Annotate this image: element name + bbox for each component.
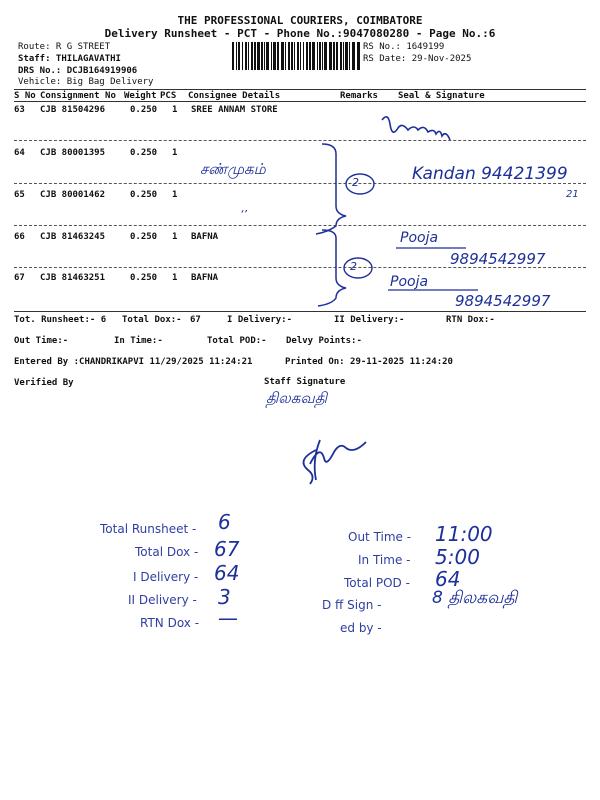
rs-date: RS Date: 29-Nov-2025 <box>363 54 472 64</box>
row-weight: 0.250 <box>130 190 158 200</box>
row-consignee: BAFNA <box>191 273 219 283</box>
stamp-out-time-value: 11:00 <box>435 522 493 546</box>
col-consignment: Consignment No <box>40 91 116 101</box>
staff-text: Staff: THILAGAVATHI <box>18 54 121 64</box>
row-pcs: 1 <box>172 232 178 242</box>
row-sno: 63 <box>14 105 25 115</box>
vehicle-text: Vehicle: Big Bag Delivery <box>18 77 154 87</box>
ii-delivery-label: II Delivery:- <box>334 315 405 325</box>
tot-runsheet: Tot. Runsheet:- 6 <box>14 315 107 325</box>
stamp-in-time-value: 5:00 <box>435 545 480 569</box>
row-sno: 65 <box>14 190 25 200</box>
stamp-total-dox-value: 67 <box>214 537 240 561</box>
rtn-dox-label: RTN Dox:- <box>446 315 495 325</box>
total-dox-label: Total Dox:- <box>122 315 182 325</box>
stamp-staff-sign-label: D ff Sign - <box>322 598 382 612</box>
delvy-points-label: Delvy Points:- <box>286 336 362 346</box>
stamp-total-runsheet-value: 6 <box>218 510 231 534</box>
row-sno: 64 <box>14 148 25 158</box>
total-pod-label: Total POD:- <box>207 336 267 346</box>
kandan-tail: 21 <box>566 189 579 200</box>
pooja-phone-1: 9894542997 <box>450 250 546 268</box>
barcode-image <box>232 42 360 70</box>
row-consignee: BAFNA <box>191 232 219 242</box>
row-weight: 0.250 <box>130 232 158 242</box>
row-consignment: CJB 81463245 <box>40 232 106 242</box>
stamp-staff-sign-value: 8 திலகவதி <box>432 588 518 608</box>
table-top-rule <box>14 89 586 90</box>
kandan-signature: Kandan 94421399 <box>412 164 568 184</box>
route-text: Route: R G STREET <box>18 42 111 52</box>
pooja-phone-2: 9894542997 <box>455 292 551 310</box>
stamp-i-delivery-value: 64 <box>214 561 240 585</box>
pooja-name-1: Pooja <box>400 230 439 246</box>
verifier-signature <box>280 420 380 490</box>
pooja-name-2: Pooja <box>390 274 429 290</box>
verified-by-label: Verified By <box>14 378 74 388</box>
group-count-1: 2 <box>352 176 359 189</box>
row-consignment: CJB 81463251 <box>40 273 106 283</box>
staff-signature-label: Staff Signature <box>264 377 346 387</box>
row-weight: 0.250 <box>130 273 158 283</box>
stamp-ii-delivery-value: 3 <box>218 585 231 609</box>
stamp-ii-delivery-label: II Delivery - <box>128 593 197 607</box>
row-pcs: 1 <box>172 273 178 283</box>
col-remarks: Remarks <box>340 91 378 101</box>
handwriting-overlay <box>300 102 590 312</box>
row-pcs: 1 <box>172 105 178 115</box>
col-pcs: PCS <box>160 91 177 101</box>
printed-on: Printed On: 29-11-2025 11:24:20 <box>285 357 453 367</box>
stamp-total-pod-value: 64 <box>435 567 461 591</box>
in-time-label: In Time:- <box>114 336 163 346</box>
stamp-rtn-dox-label: RTN Dox - <box>140 616 200 630</box>
row65-mark: ‘’ <box>240 208 247 221</box>
runsheet-title: Delivery Runsheet - PCT - Phone No.:9047080280 - Page No.:6 <box>104 27 496 40</box>
out-time-label: Out Time:- <box>14 336 69 346</box>
staff-signature-hand: திலகவதி <box>266 389 327 407</box>
row-weight: 0.250 <box>130 105 158 115</box>
stamp-total-runsheet-label: Total Runsheet - <box>100 522 197 536</box>
stamp-i-delivery-label: I Delivery - <box>133 570 199 584</box>
row-consignment: CJB 81504296 <box>40 105 106 115</box>
rs-number: RS No.: 1649199 <box>363 42 445 52</box>
row-consignee: SREE ANNAM STORE <box>191 105 278 115</box>
i-delivery-label: I Delivery:- <box>227 315 293 325</box>
col-seal-signature: Seal & Signature <box>398 91 485 101</box>
stamp-total-dox-label: Total Dox - <box>135 545 199 559</box>
col-sno: S No <box>14 91 36 101</box>
total-dox-value: 67 <box>190 315 201 325</box>
row-sno: 67 <box>14 273 25 283</box>
row-sno: 66 <box>14 232 25 242</box>
drs-text: DRS No.: DCJB164919906 <box>18 66 138 76</box>
row-pcs: 1 <box>172 148 178 158</box>
entered-by: Entered By :CHANDRIKAPVI 11/29/2025 11:24:21 <box>14 357 253 367</box>
row-consignment: CJB 80001462 <box>40 190 106 200</box>
company-title: THE PROFESSIONAL COURIERS, COIMBATORE <box>177 14 423 27</box>
col-consignee: Consignee Details <box>188 91 281 101</box>
row64-tamil-note: சண்முகம் <box>200 160 266 178</box>
group-count-2: 2 <box>350 260 357 273</box>
stamp-verified-by-label: ed by - <box>340 621 382 635</box>
stamp-total-pod-label: Total POD - <box>344 576 410 590</box>
stamp-in-time-label: In Time - <box>358 553 411 567</box>
row-consignment: CJB 80001395 <box>40 148 106 158</box>
stamp-rtn-dox-value: — <box>218 606 238 630</box>
row-weight: 0.250 <box>130 148 158 158</box>
col-weight: Weight <box>124 91 157 101</box>
row-pcs: 1 <box>172 190 178 200</box>
stamp-out-time-label: Out Time - <box>348 530 412 544</box>
